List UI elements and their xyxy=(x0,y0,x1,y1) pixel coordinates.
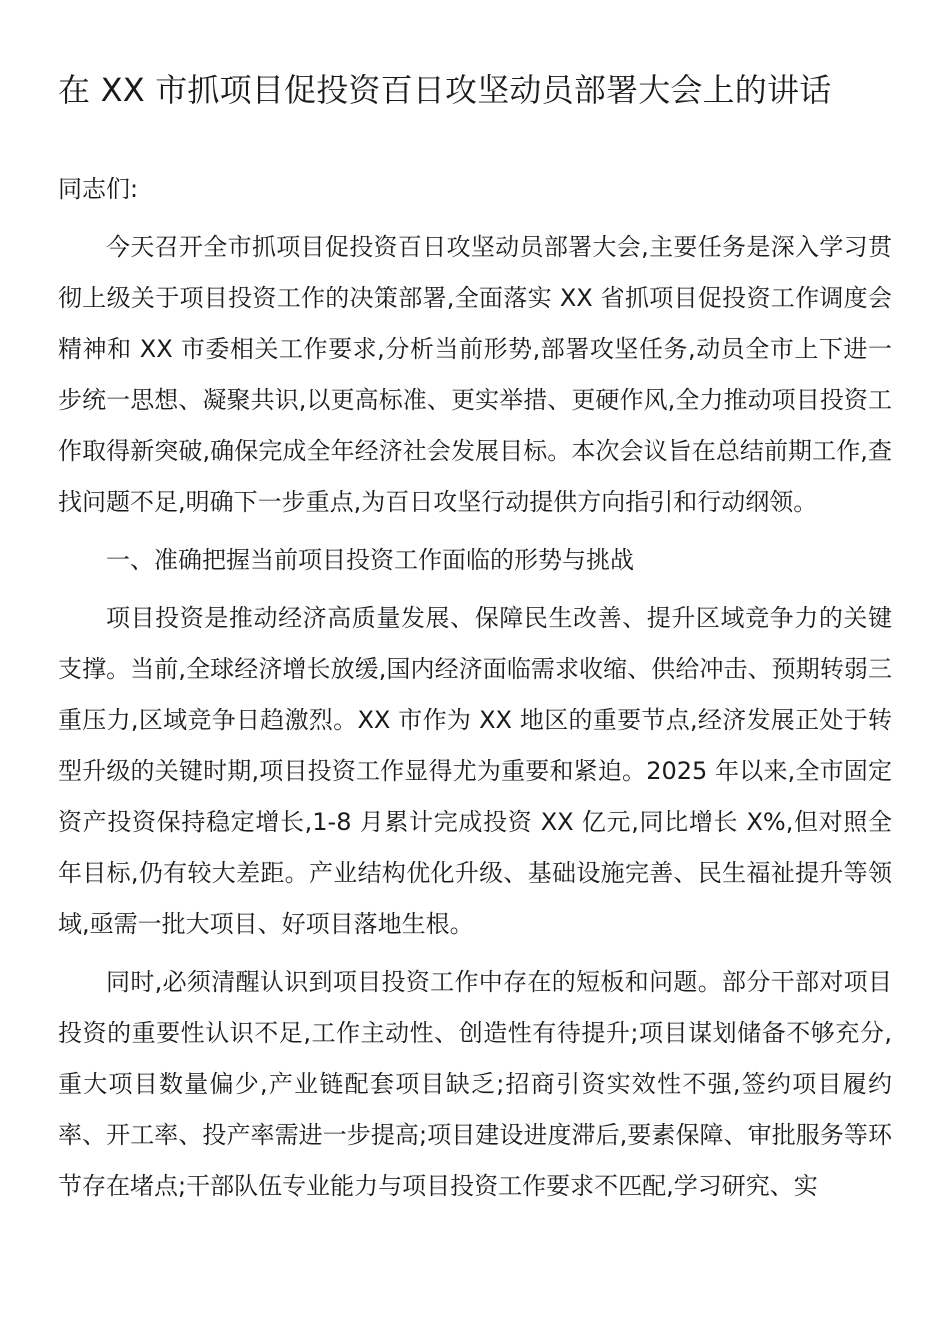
paragraph-problems: 同时,必须清醒认识到项目投资工作中存在的短板和问题。部分干部对项目投资的重要性认识不足,工作主动性、创造性有待提升;项目谋划储备不够充分,重大项目数量偏少,产业链配套项目缺乏;招商引资实效性不强,签约项目履约率、开工率、投产率需进一步提高;项目建设进度滞后,要素保障、审批服务等环节存在堵点;干部队伍专业能力与项目投资工作要求不匹配,学习研究、实 xyxy=(58,968,892,1200)
document-body xyxy=(58,164,892,1212)
document-title: 在 XX 市抓项目促投资百日攻坚动员部署大会上的讲话 xyxy=(58,71,832,109)
paragraph-situation: 项目投资是推动经济高质量发展、保障民生改善、提升区域竞争力的关键支撑。当前,全球经济增长放缓,国内经济面临需求收缩、供给冲击、预期转弱三重压力,区域竞争日趋激烈。XX 市作为 XX 地区的重要节点,经济发展正处于转型升级的关键时期,项目投资工作显得尤为重要和紧迫。2025 年以来,全市固定资产投资保持稳定增长,1-8 月累计完成投资 XX 亿元,同比增长 X%,但对照全年目标,仍有较大差距。产业结构优化升级、基础设施完善、民生福祉提升等领域,亟需一批大项目、好项目落地生根。 xyxy=(58,604,892,938)
paragraph-intro: 今天召开全市抓项目促投资百日攻坚动员部署大会,主要任务是深入学习贯彻上级关于项目投资工作的决策部署,全面落实 XX 省抓项目促投资工作调度会精神和 XX 市委相关工作要求,分析当前形势,部署攻坚任务,动员全市上下进一步统一思想、凝聚共识,以更高标准、更实举措、更硬作风,全力推动项目投资工作取得新突破,确保完成全年经济社会发展目标。本次会议旨在总结前期工作,查找问题不足,明确下一步重点,为百日攻坚行动提供方向指引和行动纲领。 xyxy=(58,233,892,516)
section-heading-one: 一、准确把握当前项目投资工作面临的形势与挑战 xyxy=(106,546,634,574)
salutation: 同志们: xyxy=(58,175,139,203)
